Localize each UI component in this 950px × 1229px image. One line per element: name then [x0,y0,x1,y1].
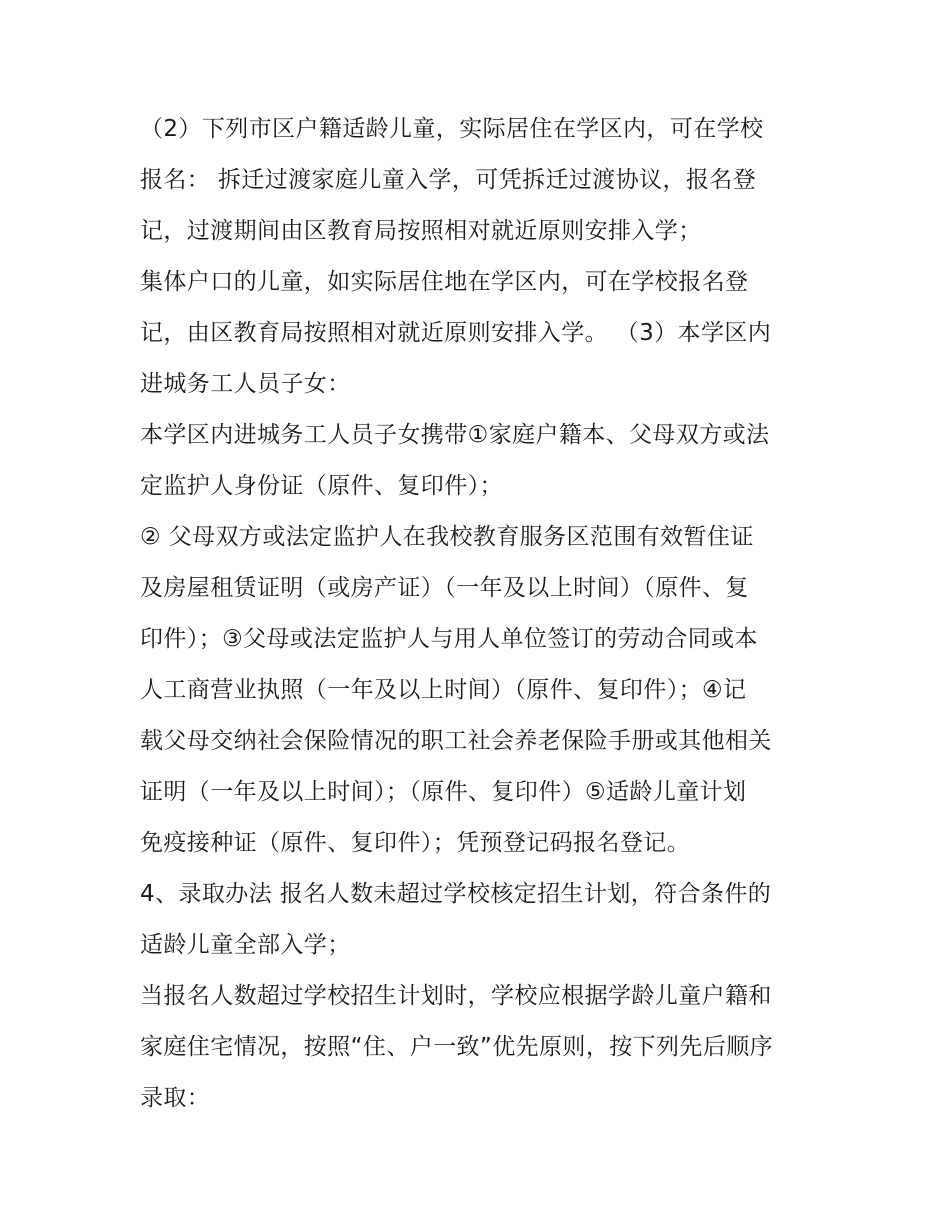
text-line: 证明（一年及以上时间）；（原件、复印件）⑤适龄儿童计划 [140,779,747,805]
text-line: 录取： [140,1085,211,1111]
text-line: 人工商营业执照（一年及以上时间）（原件、复印件）；④记 [140,677,747,703]
text-line: 印件）；③父母或法定监护人与用人单位签订的劳动合同或本 [140,626,758,652]
text-line: 免疫接种证（原件、复印件）；凭预登记码报名登记。 [140,830,691,856]
text-line: 4、录取办法 报名人数未超过学校核定招生计划，符合条件的 [140,881,772,907]
text-line: 报名： 拆迁过渡家庭儿童入学，可凭拆迁过渡协议，报名登 [140,167,757,193]
text-line: 记，过渡期间由区教育局按照相对就近原则安排入学； [140,218,702,244]
text-line: 家庭住宅情况，按照“住、户一致”优先原则，按下列先后顺序 [140,1034,774,1060]
text-line: 定监护人身份证（原件、复印件）； [140,473,503,499]
text-line: 记，由区教育局按照相对就近原则安排入学。 （3）本学区内 [140,320,772,346]
text-line: 本学区内进城务工人员子女携带①家庭户籍本、父母双方或法 [140,422,770,448]
text-line: 适龄儿童全部入学； [140,932,351,958]
text-line: ② 父母双方或法定监护人在我校教育服务区范围有效暂住证 [140,524,754,550]
text-line: 集体户口的儿童，如实际居住地在学区内，可在学校报名登 [140,269,749,295]
text-line: （2）下列市区户籍适龄儿童，实际居住在学区内，可在学校 [140,116,764,142]
text-line: 及房屋租赁证明（或房产证）（一年及以上时间）（原件、复 [140,575,749,601]
text-line: 进城务工人员子女： [140,371,351,397]
document-body [140,104,820,1124]
text-line: 当报名人数超过学校招生计划时，学校应根据学龄儿童户籍和 [140,983,772,1009]
text-line: 载父母交纳社会保险情况的职工社会养老保险手册或其他相关 [140,728,772,754]
